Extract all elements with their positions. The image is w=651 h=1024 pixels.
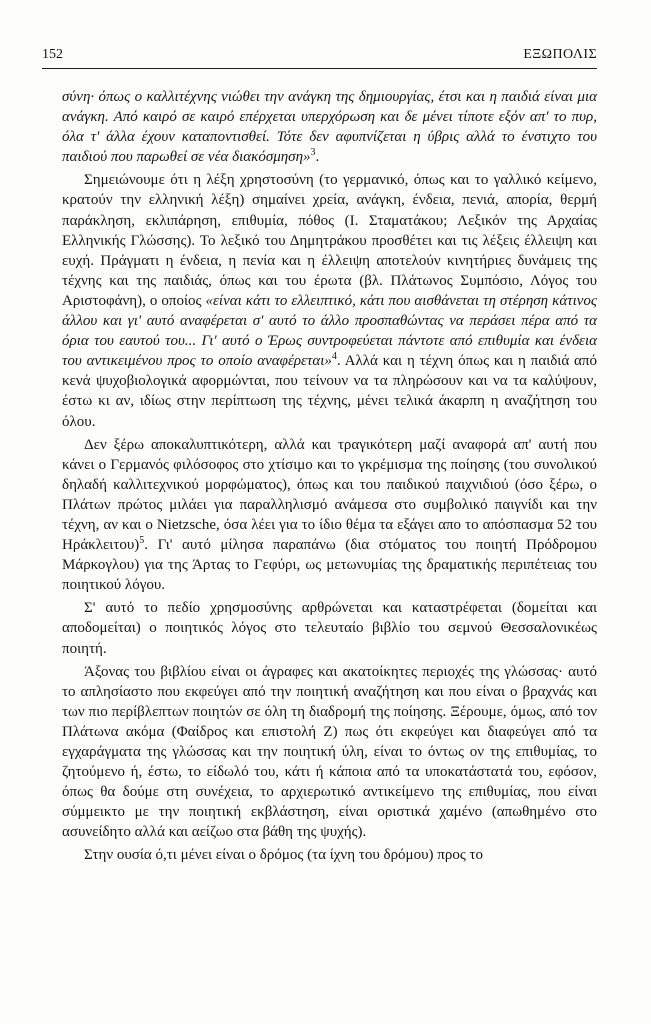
paragraph-3-text: Δεν ξέρω αποκαλυπτικότερη, αλλά και τραγικότερη μαζί αναφορά απ' αυτή που κάνει ο Γερμανός φιλόσοφος στο χτίσιμο και το γκρέμισμα της ποίησης (του συνολικού δηλαδή καλλιτεχνικού μορφώματος), όπως και του παιδικού παιχνιδιού (όσο ξέρω, ο Πλάτων πρώτος μιλάει για παραλληλισμό ανάμεσα στο συμβολικό παιγνίδι και την τέχνη, αν και ο Nietzsche, όσα λέει για το ίδιο θέμα τα εξάγει απο το απόσπασμα 52 του Ηράκλειτου) — [62, 436, 597, 554]
paragraph-4 — [62, 598, 597, 658]
paragraph-3-tail: . Γι' αυτό μίλησα παραπάνω (δια στόματος του ποιητή Πρόδρομου Μάρκογλου) για της Άρτας το Γεφύρι, ως μετωνυμίας της δραματικής περιπέτειας του ποιητικού λόγου. — [62, 537, 597, 594]
paragraph-2 — [62, 170, 597, 431]
page-number: 152 — [42, 47, 63, 62]
paragraph-2-text: Σημειώνουμε ότι η λέξη χρηστοσύνη (το γερμανικό, όπως και το γαλλικό κείμενο, κρατούν την ελληνική λέξη) σημαίνει χρεία, ανάγκη, ένδεια, πενιά, απορία, θερμή παράκληση, εκλιπάρηση, επιθυμία, πόθος (Ι. Σταματάκου; Λεξικόν της Αρχαίας Ελληνικής Γλώσσης). Το λεξικό του Δημητράκου προσθέτει και τις λέξεις έλλειψη και ευχή. Πράγματι η ένδεια, η πενία και η έλλειψη αποτελούν κινητήριες δυνάμεις της τέχνης και της παιδιάς, όπως και του έρωτα (βλ. Πλάτωνος Συμπόσιο, Λόγος του Αριστοφάνη), ο οποίος — [62, 172, 597, 309]
paragraph-6 — [62, 845, 597, 865]
footnote-ref-4: 4 — [331, 351, 337, 363]
paragraph-4-text: Σ' αυτό το πεδίο χρησμοσύνης αρθρώνεται και καταστρέφεται (δομείται και αποδομείται) ο ποιητικός λόγος στο τελευταίο βιβλίο του σεμνού Θεσσαλονικέως ποιητή. — [62, 600, 597, 657]
paragraph-3 — [62, 435, 597, 596]
paragraph-2-tail: . Αλλά και η τέχνη όπως και η παιδιά από κενά ψυχοβιολογικά αφορμώνται, που τείνουν να τα πληρώσουν και να τα καλύψουν, έστω κι αν, ιδίως στην περίπτωση της τέχνης, μένει τελικά άκαρπη η αναζήτηση του όλου. — [62, 353, 597, 430]
paragraph-5-text: Άξονας του βιβλίου είναι οι άγραφες και ακατοίκητες περιοχές της γλώσσας· αυτό το απλησίαστο που εκφεύγει από την ποιητική αναζήτηση και που είναι ο βραχνάς και των πιο περίβλεπτων ποιητών σε όλη τη διαδρομή της ποίησης. Ξέρουμε, όμως, από τον Πλάτωνα ακόμα (Φαίδρος και επιστολή Ζ) πως ότι εκφεύγει και διαφεύγει από τα εγχαράγματα της γλώσσας και την ποιητική ύλη, είναι το όντως ον της επιθυμίας, το ζητούμενο ή, έστω, το είδωλό του, κάτι ή κάποια από τα υποκατάστατά του, εφόσον, όπως θα δούμε στη συνέχεια, το αρχιερωτικό αντικείμενο της επιθυμίας, που είναι σύμμεικτο με την ποιητική εκβλάστηση, είναι οριστικά χαμένο (απωθημένο στο ασυνείδητο αλλά και αείζωο στα βάθη της ψυχής). — [62, 663, 597, 841]
quote-continuation: σύνη· όπως ο καλλιτέχνης νιώθει την ανάγκη της δημιουργίας, έτσι και η παιδιά είναι μια ανάγκη. Από καιρό σε καιρό επέρχεται υπερχόρωση και δε μένει τίποτε εξόν απ' το πυρ, όλα τ' άλλα έχουν καταποντισθεί. Τότε δεν αφυπνίζεται η ύβρις αλλά το ένστιχτο του παιδιού που παρωθεί σε νέα διακόσμηση» — [62, 89, 597, 166]
paragraph-6-text: Στην ουσία ό,τι μένει είναι ο δρόμος (τα ίχνη του δρόμου) προς το — [84, 847, 484, 864]
running-title: ΕΞΩΠΟΛΙΣ — [523, 47, 597, 62]
body-text — [62, 87, 597, 866]
paragraph-1 — [62, 87, 597, 167]
page-header — [42, 46, 597, 69]
plato-quote: «είναι κάτι το ελλειπτικό, κάτι που αισθάνεται τη στέρηση κάτινος άλλου και γι' αυτό αναφέρεται σ' αυτό το άλλο προσπαθώντας να περάσει πέρα από τα όρια του εαυτού του... Γι' αυτό ο Έρως συντροφεύεται πάντοτε από επιθυμία και ένδεια του αντικειμένου προς το οποίο αναφέρεται» — [62, 292, 597, 370]
paragraph-5 — [62, 662, 597, 843]
paragraph-1-tail: . — [315, 149, 320, 166]
footnote-ref-3: 3 — [310, 147, 316, 159]
footnote-ref-5: 5 — [139, 535, 145, 547]
